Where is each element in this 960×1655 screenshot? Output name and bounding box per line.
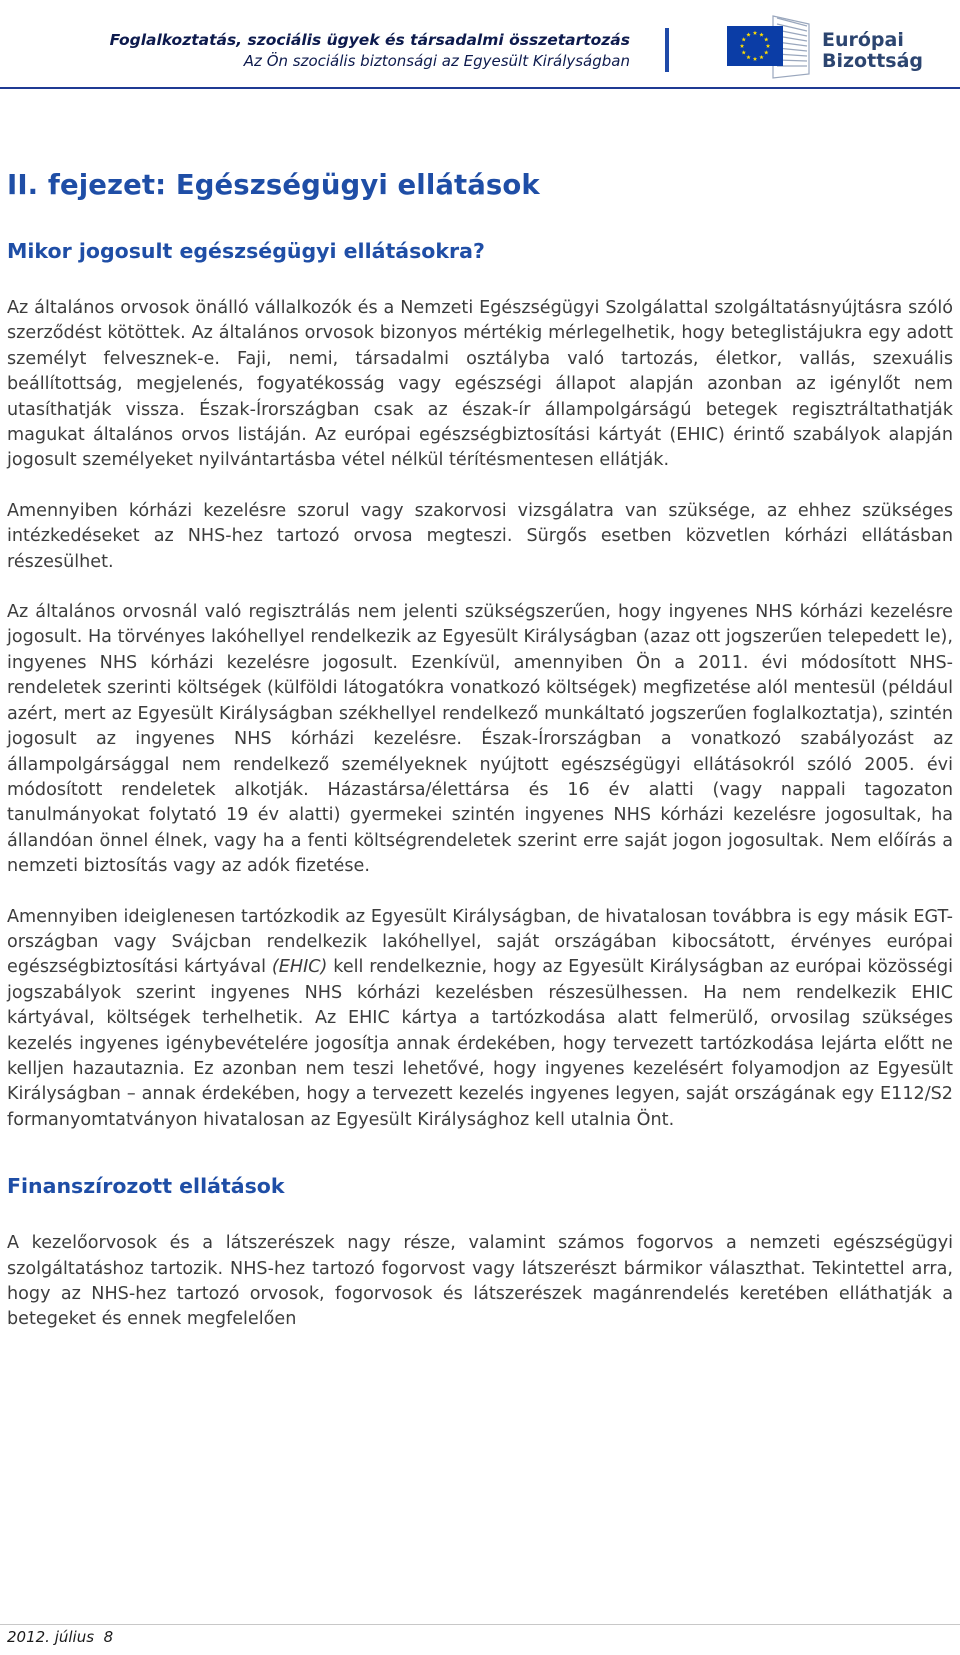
header-text <box>110 30 630 71</box>
paragraph-2: Amennyiben kórházi kezelésre szorul vagy szakorvosi vizsgálatra van szüksége, az ehhez szükséges intézkedéseket az NHS-hez tartozó orvosa megteszi. Sürgős esetben közvetlen kórházi ellátásban részesülhet. <box>7 500 953 572</box>
footer-rule <box>0 1624 960 1625</box>
page-number: 8 <box>103 1628 114 1646</box>
header-rule <box>0 87 960 89</box>
org-name-line1: Európai <box>822 29 904 51</box>
paragraph-5: A kezelőorvosok és a látszerészek nagy része, valamint számos fogorvos a nemzeti egészségügyi szolgáltatáshoz tartozik. NHS-hez tartozó fogorvost vagy látszerészt bármikor választhat. Tekintettel arra, hogy az NHS-hez tartozó orvosok, fogorvosok és látszerészek magánrendelés keretében elláthatják a betegeket és ennek megfelelően <box>7 1233 953 1330</box>
section-title-eligibility: Mikor jogosult egészségügyi ellátásokra? <box>7 239 485 263</box>
paragraph-4-ehic-emphasis: (EHIC) <box>271 957 328 978</box>
header-dg-title: Foglalkoztatás, szociális ügyek és társadalmi összetartozás <box>109 31 630 49</box>
header-divider <box>665 28 669 72</box>
page-header <box>0 0 960 90</box>
paragraph-4-part-2: kell rendelkeznie, hogy az Egyesült Királyságban az európai közösségi jogszabályok szerint ingyenes NHS kórházi kezelésben részesülhessen. Ha nem rendelkezik EHIC kártyával, költségek terhelhetik. Az EHIC kártya a tartózkodása alatt felmerülő, orvosilag szükséges kezelés ingyenes igénybevételére jogosítja annak érdekében, hogy tervezett tartózkodása lejárta előtt ne kelljen hazautaznia. Ez azonban nem teszi lehetővé, hogy ingyenes kezelésért folyamodjon az Egyesült Királyságban – annak érdekében, hogy a tervezett kezelés ingyenes legyen, saját országának egy E112/S2 formanyomtatványon hivatalosan az Egyesült Királysághoz kell utalnia Önt. <box>7 957 954 1130</box>
paragraph-1: Az általános orvosok önálló vállalkozók és a Nemzeti Egészségügyi Szolgálattal szolgáltatásnyújtásra szóló szerződést kötöttek. Az általános orvosok bizonyos mértékig mérlegelhetik, hogy beteglistájukra egy adott személyt felvesznek-e. Faji, nemi, társadalmi osztályba való tartozás, életkor, vallás, szexuális beállítottság, megjelenés, fogyatékosság vagy egészségi állapot alapján azonban az igénylőt nem utasíthatják vissza. Észak-Írországban csak az észak-ír állampolgárságú betegek regisztráltathatják magukat általános orvos listáján. Az európai egészségbiztosítási kártyát (EHIC) érintő szabályok alapján jogosult személyeket nyilvántartásba vétel nélkül térítésmentesen ellátják. <box>7 298 953 471</box>
paragraph-4 <box>7 905 953 1134</box>
eu-flag-logo <box>727 14 811 80</box>
page-footer <box>7 1628 113 1646</box>
header-doc-title: Az Ön szociális biztonsági az Egyesült Királyságban <box>243 52 630 70</box>
paragraph-4-part-1: Amennyiben ideiglenesen tartózkodik az Egyesült Királyságban, de hivatalosan továbbra is egy másik EGT-országban vagy Svájcban rendelkezik lakóhellyel, saját országában kibocsátott, érvényes európai egészségbiztosítási kártyával <box>7 906 953 978</box>
footer-date: 2012. július <box>7 1628 95 1646</box>
org-name-line2: Bizottság <box>822 50 924 72</box>
chapter-title: II. fejezet: Egészségügyi ellátások <box>7 169 540 201</box>
document-body <box>7 165 953 1358</box>
section-title-funded-care: Finanszírozott ellátások <box>7 1174 285 1199</box>
paragraph-3: Az általános orvosnál való regisztrálás nem jelenti szükségszerűen, hogy ingyenes NHS kórházi kezelésre jogosult. Ha törvényes lakóhellyel rendelkezik az Egyesült Királyságban (azaz ott jogszerűen telepedett le), ingyenes NHS kórházi kezelésre jogosult. Ezenkívül, amennyiben Ön a 2011. évi módosított NHS-rendeletek szerinti költségek (külföldi látogatókra vonatkozó költségek) megfizetése alól mentesül (például azért, mert az Egyesült Királyságban székhellyel rendelkező munkáltató jogszerűen foglalkoztatja), szintén jogosult az ingyenes NHS kórházi kezelésre. Észak-Írországban a vonatkozó szabályozást az állampolgársággal nem rendelkező személyeknek nyújtott egészségügyi ellátásokról szóló 2005. évi módosított rendeletek alkotják. Házastársa/élettársa és 16 év alatti (vagy nappali tagozaton tanulmányokat folytató 19 év alatti) gyermekei szintén ingyenes NHS kórházi kezelésre jogosultak, ha állandóan önnel élnek, vagy ha a fenti költségrendeletek szerint erre saját jogon jogosultak. Nem előírás a nemzeti biztosítás vagy az adók fizetése. <box>7 602 953 877</box>
european-commission-name <box>822 30 923 72</box>
